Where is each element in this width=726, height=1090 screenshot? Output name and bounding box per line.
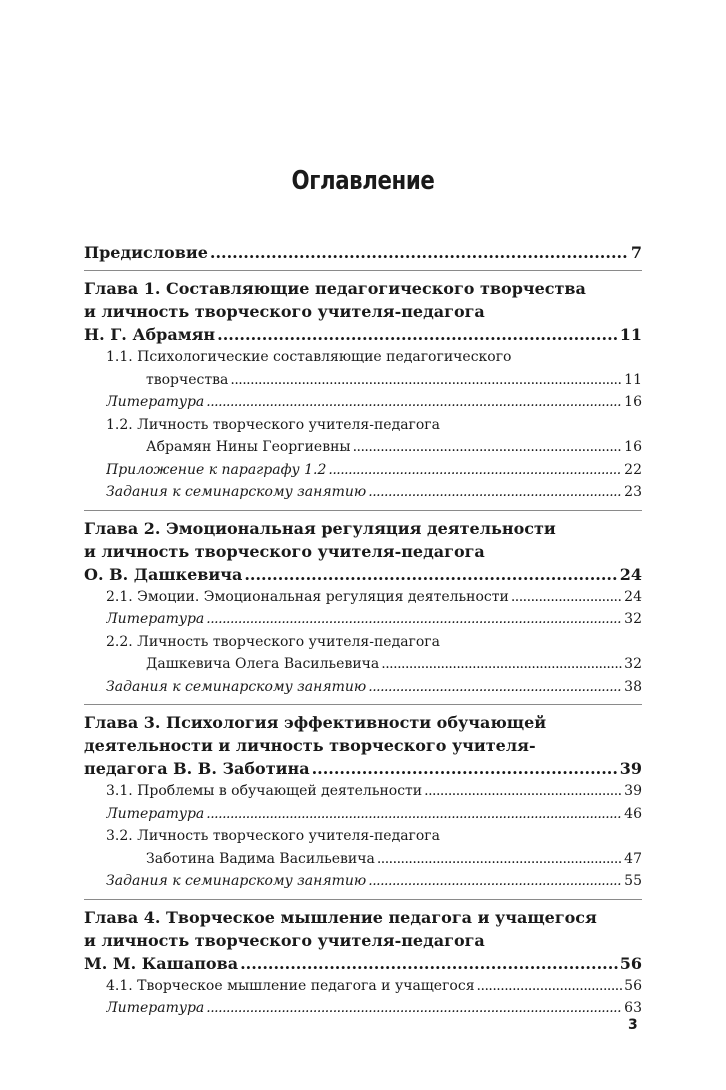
chapter-4 bbox=[84, 900, 642, 1026]
table-of-contents bbox=[84, 241, 642, 1026]
chapter-author: М. М. Кашапова bbox=[84, 953, 239, 973]
page-ref: 24 bbox=[619, 564, 642, 584]
chapter-entry[interactable] bbox=[84, 711, 642, 780]
chapter-entry[interactable] bbox=[84, 906, 642, 975]
item-title-line: 2.2. Личность творческого учителя-педагога bbox=[106, 633, 440, 650]
toc-item[interactable] bbox=[84, 870, 642, 893]
page-ref: 16 bbox=[624, 439, 642, 455]
leader-dots bbox=[511, 586, 622, 609]
toc-item[interactable] bbox=[84, 975, 642, 998]
page-ref: 32 bbox=[624, 611, 642, 627]
toc-item[interactable] bbox=[84, 608, 642, 631]
toc-item[interactable] bbox=[84, 459, 642, 482]
toc-item[interactable] bbox=[84, 803, 642, 826]
leader-dots bbox=[206, 803, 622, 826]
page-ref: 22 bbox=[624, 461, 642, 478]
page-title: Оглавление bbox=[291, 166, 435, 196]
item-title: Задания к семинарскому занятию bbox=[106, 873, 367, 889]
item-title: Заботина Вадима Васильевича bbox=[146, 850, 375, 867]
leader-dots bbox=[368, 870, 622, 893]
item-title-line: 1.2. Личность творческого учителя-педагога bbox=[106, 416, 440, 433]
entry-title: Предисловие bbox=[84, 243, 208, 262]
item-title: Приложение к параграфу 1.2 bbox=[106, 461, 327, 478]
toc-item[interactable] bbox=[84, 631, 642, 676]
leader-dots bbox=[206, 391, 622, 414]
toc-item[interactable] bbox=[84, 414, 642, 459]
leader-dots bbox=[328, 459, 622, 482]
chapter-title-line: деятельности и личность творческого учителя- bbox=[84, 736, 536, 755]
page-ref: 24 bbox=[624, 588, 642, 605]
chapter-2 bbox=[84, 511, 642, 706]
item-title: Литература bbox=[106, 805, 205, 822]
item-title: Абрамян Нины Георгиевны bbox=[146, 439, 351, 455]
chapter-title-line: Глава 3. Психология эффективности обучающей bbox=[84, 713, 547, 732]
item-title: 3.1. Проблемы в обучающей деятельности bbox=[106, 783, 423, 799]
item-title: Литература bbox=[106, 611, 205, 627]
page-ref: 56 bbox=[624, 977, 642, 994]
item-title: Задания к семинарскому занятию bbox=[106, 678, 367, 695]
page-ref: 39 bbox=[619, 759, 642, 778]
page-ref: 32 bbox=[624, 656, 642, 672]
page-number: 3 bbox=[628, 1017, 638, 1033]
page-ref: 47 bbox=[624, 850, 642, 867]
page-ref: 7 bbox=[630, 243, 642, 262]
chapter-author: педагога В. В. Заботина bbox=[84, 759, 310, 778]
chapter-title-line: и личность творческого учителя-педагога bbox=[84, 302, 485, 321]
leader-dots bbox=[368, 481, 622, 504]
page-ref: 23 bbox=[624, 484, 642, 500]
chapter-3 bbox=[84, 705, 642, 900]
leader-dots bbox=[377, 848, 622, 871]
leader-dots bbox=[210, 241, 629, 264]
page-ref: 11 bbox=[624, 371, 642, 388]
chapter-author: О. В. Дашкевича bbox=[84, 564, 243, 584]
page-ref: 46 bbox=[624, 805, 642, 822]
item-title: творчества bbox=[146, 371, 229, 388]
page-ref: 56 bbox=[619, 953, 642, 973]
toc-item[interactable] bbox=[84, 586, 642, 609]
item-title-line: 1.1. Психологические составляющие педагогического bbox=[106, 349, 512, 365]
leader-dots bbox=[217, 323, 618, 346]
item-title: Дашкевича Олега Васильевича bbox=[146, 656, 380, 672]
leader-dots bbox=[312, 757, 618, 780]
chapter-title-line: Глава 2. Эмоциональная регуляция деятельности bbox=[84, 518, 556, 538]
toc-item[interactable] bbox=[84, 481, 642, 504]
page-ref: 55 bbox=[624, 873, 642, 889]
toc-item[interactable] bbox=[84, 391, 642, 414]
chapter-title-line: Глава 4. Творческое мышление педагога и учащегося bbox=[84, 907, 597, 927]
preface-entry[interactable] bbox=[84, 241, 642, 271]
leader-dots bbox=[368, 676, 622, 699]
leader-dots bbox=[206, 997, 622, 1020]
chapter-entry[interactable] bbox=[84, 277, 642, 346]
chapter-title-line: и личность творческого учителя-педагога bbox=[84, 930, 485, 950]
page-ref: 38 bbox=[624, 678, 642, 695]
chapter-title-line: Глава 1. Составляющие педагогического творчества bbox=[84, 279, 586, 298]
page-ref: 63 bbox=[624, 1000, 642, 1016]
page-ref: 16 bbox=[624, 394, 642, 410]
toc-item[interactable] bbox=[84, 780, 642, 803]
toc-item[interactable] bbox=[84, 997, 642, 1020]
leader-dots bbox=[230, 369, 622, 392]
item-title-line: 3.2. Личность творческого учителя-педагога bbox=[106, 828, 440, 844]
leader-dots bbox=[244, 563, 617, 586]
item-title: 4.1. Творческое мышление педагога и учащегося bbox=[106, 977, 475, 994]
chapter-entry[interactable] bbox=[84, 517, 642, 586]
item-title: Задания к семинарскому занятию bbox=[106, 484, 367, 500]
leader-dots bbox=[477, 975, 623, 998]
item-title: Литература bbox=[106, 394, 205, 410]
page-ref: 11 bbox=[619, 325, 642, 344]
leader-dots bbox=[206, 608, 622, 631]
page-ref: 39 bbox=[624, 783, 642, 799]
toc-item[interactable] bbox=[84, 346, 642, 391]
leader-dots bbox=[240, 952, 618, 975]
leader-dots bbox=[381, 653, 622, 676]
chapter-author: Н. Г. Абрамян bbox=[84, 325, 216, 344]
item-title: Литература bbox=[106, 1000, 205, 1016]
toc-item[interactable] bbox=[84, 676, 642, 699]
item-title: 2.1. Эмоции. Эмоциональная регуляция деятельности bbox=[106, 588, 509, 605]
toc-item[interactable] bbox=[84, 825, 642, 870]
leader-dots bbox=[353, 436, 623, 459]
leader-dots bbox=[424, 780, 622, 803]
chapter-1 bbox=[84, 271, 642, 511]
chapter-title-line: и личность творческого учителя-педагога bbox=[84, 541, 485, 561]
